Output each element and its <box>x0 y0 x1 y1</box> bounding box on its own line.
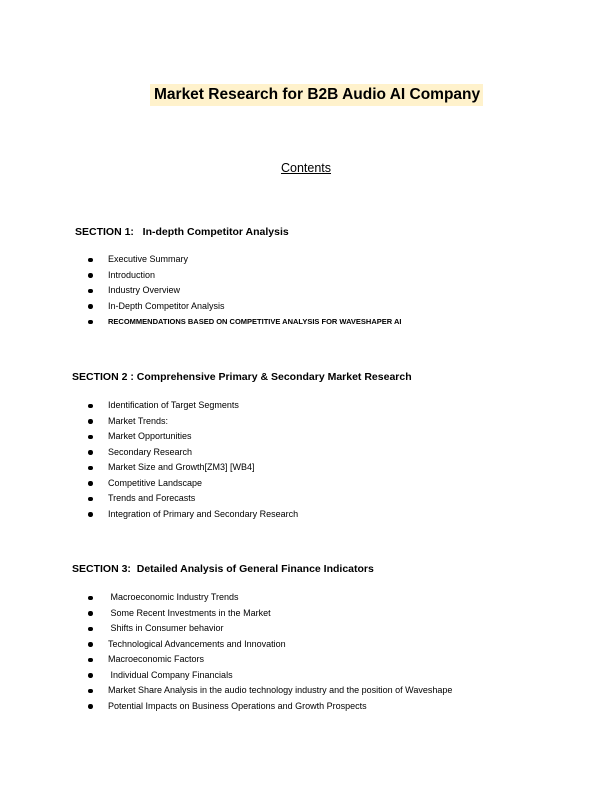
list-item-label: Identification of Target Segments <box>108 400 239 410</box>
bullet-icon <box>88 673 93 678</box>
list-item-label: Some Recent Investments in the Market <box>108 607 271 618</box>
list-item-label: Market Share Analysis in the audio technology industry and the position of Waveshape <box>108 685 453 695</box>
list-item-label: Competitive Landscape <box>108 477 203 488</box>
bullet-icon <box>88 404 93 409</box>
list-item-label: Industry Overview <box>108 285 181 295</box>
list-item-label: In-Depth Competitor Analysis <box>108 300 225 311</box>
bullet-icon <box>88 689 93 694</box>
bullet-icon <box>88 466 93 471</box>
bullet-icon <box>88 435 93 440</box>
list-item-label: Macroeconomic Industry Trends <box>108 592 239 602</box>
bullet-icon <box>88 419 93 424</box>
bullet-icon <box>88 258 93 263</box>
list-item-label: Macroeconomic Factors <box>108 654 205 664</box>
bullet-icon <box>88 304 93 309</box>
contents-heading: Contents <box>280 161 332 175</box>
bullet-icon <box>88 320 93 325</box>
list-item-label: Individual Company Financials <box>108 669 233 680</box>
bullet-icon <box>88 611 93 616</box>
bullet-icon <box>88 512 93 517</box>
list-item-label: Introduction <box>108 269 156 280</box>
list-item-label: Secondary Research <box>108 446 193 457</box>
section-2-heading: SECTION 2 : Comprehensive Primary & Secondary Market Research <box>72 371 412 383</box>
bullet-icon <box>88 658 93 663</box>
bullet-icon <box>88 704 93 709</box>
document-title: Market Research for B2B Audio AI Company <box>150 84 483 106</box>
section-3-heading: SECTION 3: Detailed Analysis of General Finance Indicators <box>72 563 374 575</box>
bullet-icon <box>88 596 93 601</box>
list-item-label: RECOMMENDATIONS BASED ON COMPETITIVE ANALYSIS FOR WAVESHAPER AI <box>108 317 402 326</box>
bullet-icon <box>88 289 93 294</box>
list-item-label: Trends and Forecasts <box>108 493 196 503</box>
list-item-label: Potential Impacts on Business Operations and Growth Prospects <box>108 700 367 711</box>
bullet-icon <box>88 627 93 632</box>
list-item-label: Market Trends: <box>108 415 169 426</box>
list-item-label: Market Opportunities <box>108 431 192 441</box>
bullet-icon <box>88 273 93 278</box>
list-item-label: Technological Advancements and Innovation <box>108 638 286 649</box>
list-item-label: Executive Summary <box>108 254 189 264</box>
list-item-label: Integration of Primary and Secondary Research <box>108 508 299 519</box>
bullet-icon <box>88 481 93 486</box>
list-item-label: Market Size and Growth[ZM3] [WB4] <box>108 462 255 472</box>
bullet-icon <box>88 497 93 502</box>
section-1-heading: SECTION 1: In-depth Competitor Analysis <box>75 226 289 238</box>
list-item-label: Shifts in Consumer behavior <box>108 623 224 633</box>
bullet-icon <box>88 450 93 455</box>
bullet-icon <box>88 642 93 647</box>
